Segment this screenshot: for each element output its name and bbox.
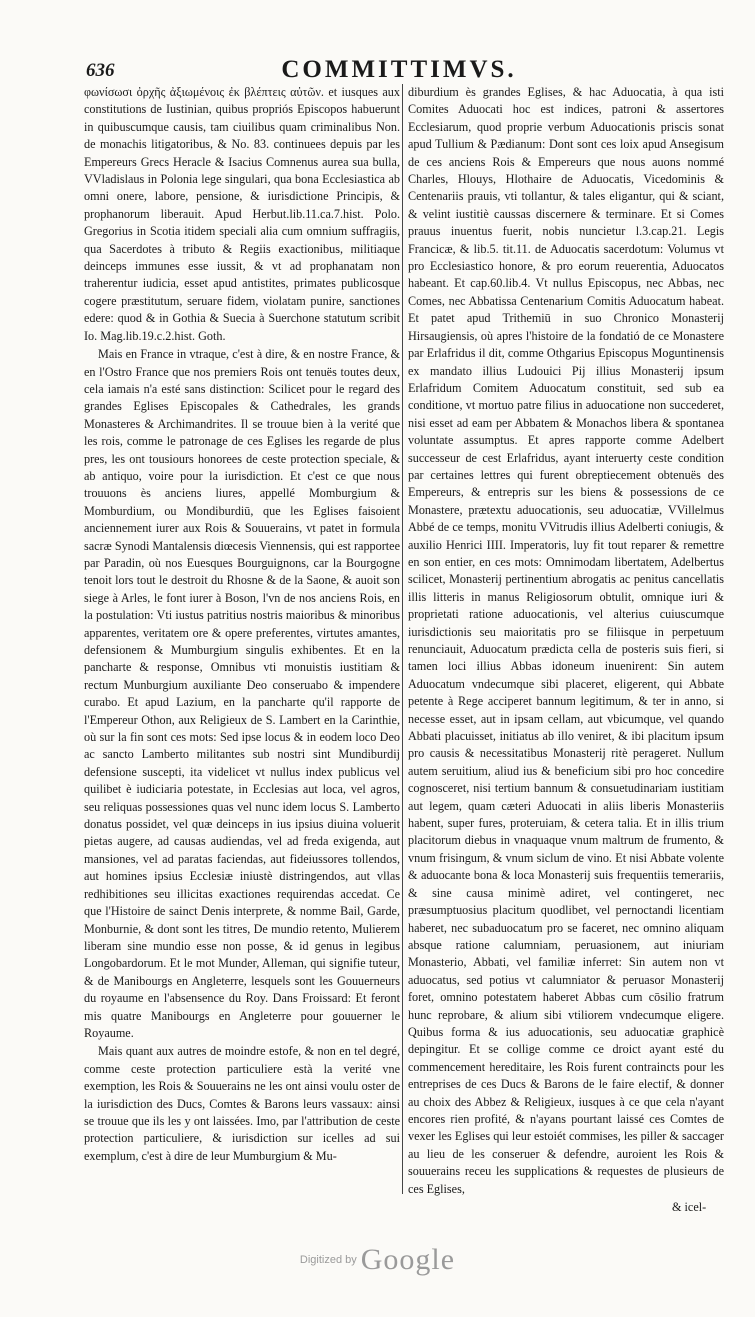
page-number: 636 (86, 60, 115, 81)
column-divider (402, 84, 403, 1194)
page-header (84, 56, 714, 86)
right-column (408, 84, 724, 1202)
left-column (84, 84, 400, 1202)
paragraph: Mais en France in vtraque, c'est à dire, & en nostre France, & en l'Ostro France que nos premiers Rois ont tenuës toutes deux, cela iamais n'a esté sans distinction: Scilicet pour le regard des grandes Eglises Episcopales & Cathedrales, les grands Monasteres & Archimandrites. Il se trouue bien à la verité que les rois, comme le patronage de ces Eglises les regarde de plus pres, les ont tousiours honorees de ceste protection speciale, & ab antiquo, voire pour la iurisdiction. Et c'est ce que nous trouuons ès anciens liures, appellé Momburgium & Momburdium, ou Mondiburdiū, que les Eglises faisoient anciennement iurer aux Rois & Souuerains, vt patet in formula sacræ Synodi Mantalensis diœcesis Viennensis, qui est rapportee par Paradin, où nos Euesques Bourguignons, car la Bourgogne tenoit lors tout le destroit du Rhosne & de la Saone, & auoit son siege à Arles, le font iurer à Boson, l'vn de nos anciens Rois, en la postulation: Vti iustus patritius nostris maioribus & minoribus apparentes, veritatem ore & opere preferentes, virtutes amantes, defensionem & Mumburgium singulis exhibentes. Et en la pancharte & response, Omnibus vti monuistis iustitiam & rectum Munburgium auxiliante Deo conseruabo & impendere curabo. Et apud Lazium, en la pancharte qu'il rapporte de l'Empereur Othon, aux Religieux de S. Lambert en la Carinthie, où sur la fin sont ces mots: Sed ipse locus & in eodem loco Deo ac sancto Lamberto militantes sub nostri sint Mundiburdij defensione suscepti, ita videlicet vt nullus index publicus vel quilibet è iudiciaria potestate, in Ecclesias aut loca, vel agros, seu reliquas possessiones quas vel nunc idem locus S. Lamberto donatus possidet, vel quæ deinceps in ius ipsius diuina voluerit pietas augere, ad causas audiendas, vel ad freda exigenda, aut mansiones, vel ad paratas faciendas, aut fideiussores tollendos, aut homines ipsius Ecclesiæ iniustè distringendos, aut vllas redhibitiones seu illicitas exactiones requirendas accedat. Ce que l'Histoire de sainct Denis interprete, & nomme Bail, Garde, Monburnie, & dont sont les titres, De mundio retento, Mulierem liberam sine mundio esse non posse, & id genus in legibus Longobardorum. Et le mot Munder, Alleman, qui signifie tuteur, & de Manibourgs en Angleterre, lesquels sont les Gouuerneurs du royaume en l'absensence du Roy. Dans Froissard: Et feront mis quatre Manibourgs en Angleterre pour gouuerner le Royaume. (84, 347, 400, 1040)
catchword: & icel- (672, 1200, 707, 1214)
paragraph: diburdium ès grandes Eglises, & hac Aduocatia, à qua isti Comites Aduocati hoc est indices, patroni & assertores Ecclesiarum, quod proprie verbum Aduocationis priscis sonat apud Tullium & Pædianum: Dont sont ces loix apud Ansegisum de ces anciens Rois & Empereurs que nous auons nommé Charles, Hlouys, Hlothaire de Aduocatis, Vicedominis & Centenariis prauis, vti tollantur, & tales eligantur, qui & sciant, & velint iustitiè caussas discernere & terminare. Et si Comes prauus inuentus fuerit, nobis nuncietur l.3.cap.21. Legis Francicæ, & lib.5. tit.11. de Aduocatis sacerdotum: Volumus vt pro Ecclesiastico honore, & pro eorum reuerentia, Aduocatos habeant. Et cap.60.lib.4. Vt nullus Episcopus, nec Abbas, nec Comes, nec Abbatissa Centenarium Comitis Aduocatum habeat. Et patet apud Trithemiū in suo Chronico Monasterij Hirsaugiensis, où apres l'histoire de la fondatió de ce Monastere par Erlafridus il dit, comme Othgarius Episcopus Moguntinensis ex mandato illius Ludouici Pij illius Monasterij ipsum Erlafridum Comitem Aduocatum constituit, sed sub ea conditione, vt mortuo patre filius in aduocatione non succederet, nisi esset ad eam per Abbatem & Monachos libera & spontanea voluntate assumptus. Et apres rapporte comme Adelbert successeur de cest Erlafridus, ayant interuerty ceste condition par certaines lettres qui furent obreptiecement obtenuës des Empereurs, & entrepris sur les biens & possessions de ce Monastere, prætextu aduocationis, seu aduocatiæ, VVillelmus Abbé de ce temps, monitu VVitrudis illius Adelberti coniugis, & auxilio Henrici IIII. Imperatoris, luy fit tout reparer & remettre en son entier, en ces mots: Omnimodam libertatem, Adelbertus scilicet, Monasterij pertinentium abrogatis ac penitus cancellatis illis litteris in manus Religiosorum obtulit, omnique iuri & proprietati ratione aduocationis, vel alterius cuiuscumque iurisdictionis seu maioritatis pro se filiisque in perpetuum renunciauit, Aduocatum prædicta cella de posteris suis fieri, si tamen loci illius Abbas idoneum inuenirent: Sin autem Aduocatum vndecumque sibi placeret, eligerent, qui Abbate petente à Rege acciperet bannum legitimum, & ter in anno, si necesse esset, aut in ipsam cellam, aut vbicumque, vel quando Abbati placuisset, initiatus ab illo veniret, & ibi placitum ipsum pro causis & necessitatibus Monasterij ritè perageret. Nullum autem seruitium, aliud ius & beneficium sibi pro hoc concedire cognosceret, nisi tertium bannum & consuetudinariam iustitiam aut legem, quam cæteri Aduocati in aliis liberis Monasteriis habent, super fures, proteruiam, & cetera talia. Et in illis trium placitorum diebus in vnaquaque vnum maltrum de frumento, & vnum frisingum, & vnum siclum de vino. Et nisi Abbate volente & aduocante bona & loca Monasterij suis frequentiis temerariis, & sine causa minimè adiret, vel contingeret, nec præsumptuosius placitum quodlibet, vel pernoctandi licentiam haberet, nec subaduocatum pro se faceret, nec omnino aliquam absque ratione calumniam, peruasionem, aut iniuriam Monasterio, Abbati, vel familiæ inferret: Sin autem non vt aduocatus, sed potius vt calumniator & peruasor Monasterij foret, omnino potestatem haberet Abbas cum cōsilio fratrum hunc reprobare, & alium sibi vtiliorem vndecumque eligere. Quibus forma & ius aduocationis, seu aduocatiæ graphicè depingitur. Et se collige comme ce droict ayant esté du commencement hereditaire, les Rois furent contraincts pour les entreprises de ces Ducs & Barons de le faire electif, & donner au choix des Abbez & Religieux, iusques à ce que cela n'ayant encores rien profité, & n'ayans pourtant laissé ces Comtes de vexer les Eglises qui leur estoiét commises, les piller & saccager au lieu de les conseruer & defendre, auroient les Rois & souuerains receu les supplications & requestes de plusieurs de ces Eglises, (408, 85, 724, 1196)
google-logo: Google (360, 1243, 456, 1276)
running-title: COMMITTIMVS. (281, 56, 517, 83)
paragraph: φωνίσωσι ὀρχῆς ἀξιωμένοις ἐκ βλέπτεις αὐτῶν. et iusques aux constitutions de Iustinian, quibus propriós Episcopos habuerunt in quibuscumque causis, tam ciuilibus quam criminalibus Non. de monachis litigatoribus, & No. 83. continuees depuis par les Empereurs Grecs Heracle & Isacius Comnenus aurea sua bulla, VVladislaus in Polonia lege singulari, qua bona Ecclesiastica ab omni onere, labore, pensione, & iurisdictione Principis, & prophanorum liberauit. Apud Herbut.lib.11.ca.7.hist. Polo. Gregorius in Scotia itidem speciali alia cum omnium suffragiis, qua Sacerdotes à tributo & Regiis exactionibus, militiaque deinceps immunes esse iussit, & vt ad prophanatam non traherentur iudicia, esset apud antistites, primates publicosque cogere præstitutum, seruare fidem, violatam punire, sanctiones edere: quod & in Gothia & Suecia à Suerchone statutum scribit Io. Mag.lib.19.c.2.hist. Goth. (84, 85, 400, 343)
digitized-by-label: Digitized by (299, 1254, 357, 1266)
paragraph: Mais quant aux autres de moindre estofe, & non en tel degré, comme ceste protection particuliere està la verité vne exemption, les Rois & Souuerains ne les ont ainsi voulu oster de la iurisdiction des Ducs, Comtes & Barons leurs vassaux: ainsi se trouue que ils les y ont laissées. Imo, par l'attribution de ceste protection particuliere, & iurisdiction sur icelles ad sui exemplum, c'est à dire de leur Mumburgium & Mu- (84, 1044, 400, 1163)
digitized-by-watermark (0, 1243, 755, 1277)
